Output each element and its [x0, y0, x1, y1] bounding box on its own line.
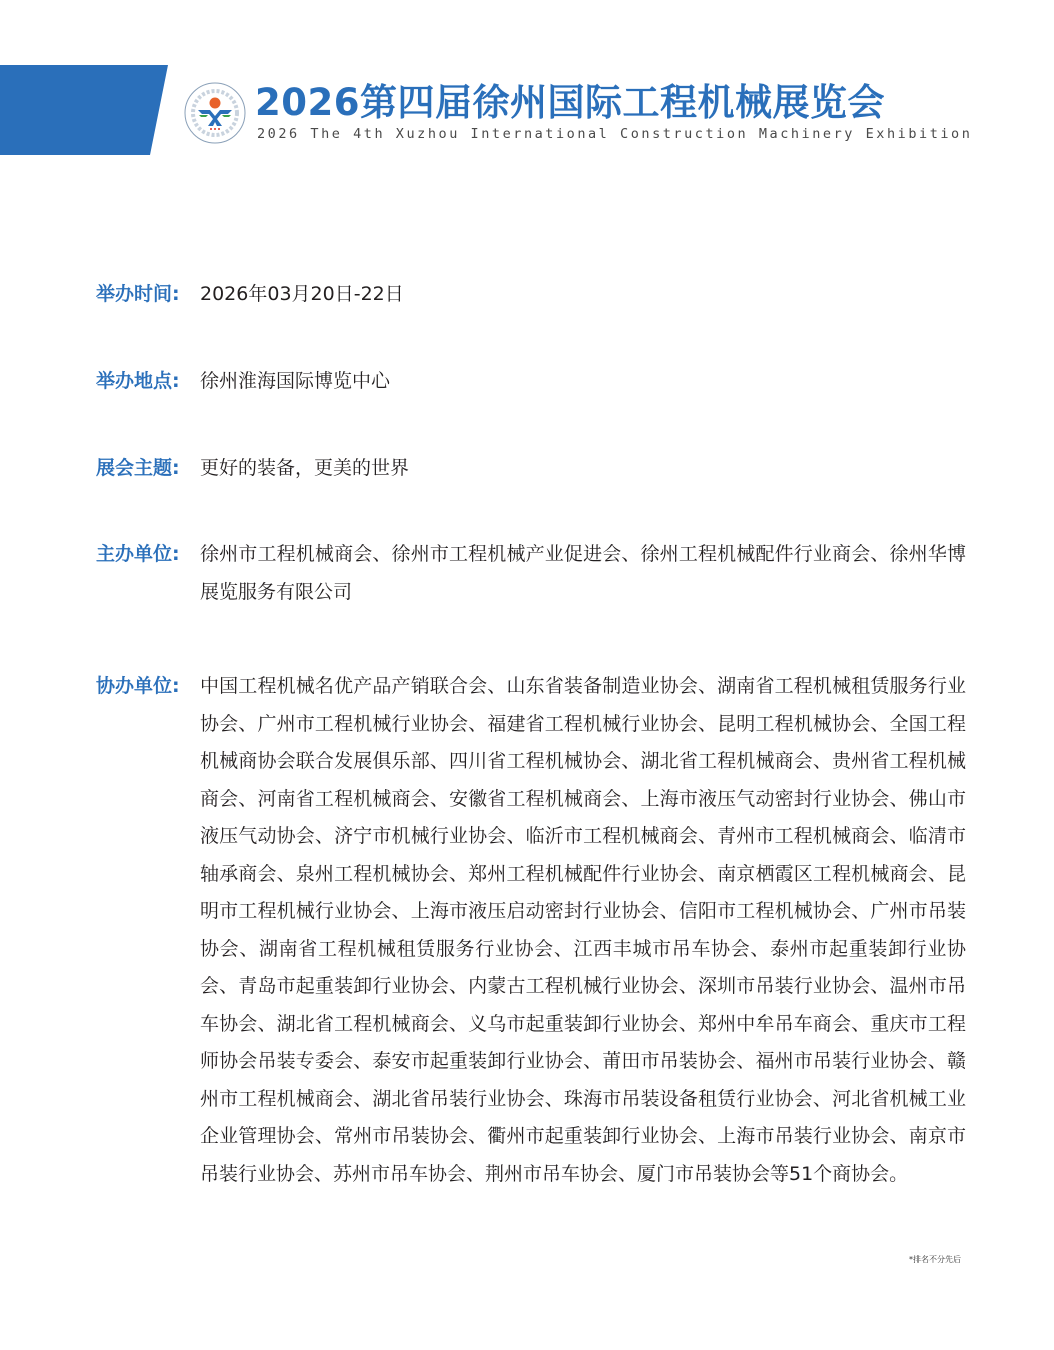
- exhibition-title-cn: 2026第四届徐州国际工程机械展览会: [255, 81, 885, 124]
- header-blue-band: [0, 65, 168, 155]
- field-label: 举办时间:: [96, 283, 180, 305]
- field-value: 中国工程机械名优产品产销联合会、山东省装备制造业协会、湖南省工程机械租赁服务行业协会、广州市工程机械行业协会、福建省工程机械行业协会、昆明工程机械协会、全国工程机械商协会联合发展俱乐部、四川省工程机械协会、湖北省工程机械商会、贵州省工程机械商会、河南省工程机械商会、安徽省工程机械商会、上海市液压气动密封行业协会、佛山市液压气动协会、济宁市机械行业协会、临沂市工程机械商会、青州市工程机械商会、临清市轴承商会、泉州工程机械协会、郑州工程机械配件行业协会、南京栖霞区工程机械商会、昆明市工程机械行业协会、上海市液压启动密封行业协会、信阳市工程机械协会、广州市吊装协会、湖南省工程机械租赁服务行业协会、江西丰城市吊车协会、泰州市起重装卸行业协会、青岛市起重装卸行业协会、内蒙古工程机械行业协会、深圳市吊装行业协会、温州市吊车协会、湖北省工程机械商会、义乌市起重装卸行业协会、郑州中牟吊车商会、重庆市工程师协会吊装专委会、泰安市起重装卸行业协会、莆田市吊装协会、福州市吊装行业协会、赣州市工程机械商会、湖北省吊装行业协会、珠海市吊装设备租赁行业协会、河北省机械工业企业管理协会、常州市吊装协会、衢州市起重装卸行业协会、上海市吊装行业协会、南京市吊装行业协会、苏州市吊车协会、荆州市吊车协会、厦门市吊装协会等51个商协会。: [200, 675, 966, 1185]
- exhibition-title-en: 2026 The 4th Xuzhou International Construction Machinery Exhibition: [257, 126, 973, 142]
- field-theme: [96, 450, 966, 488]
- field-value: 2026年03月20日-22日: [200, 283, 404, 305]
- field-label: 协办单位:: [96, 675, 180, 697]
- field-value: 更好的装备，更美的世界: [200, 457, 410, 479]
- field-label: 主办单位:: [96, 543, 180, 565]
- field-venue: [96, 363, 966, 401]
- field-label: 展会主题:: [96, 457, 180, 479]
- field-date: [96, 276, 966, 314]
- field-value: 徐州淮海国际博览中心: [200, 370, 391, 392]
- field-label: 举办地点:: [96, 370, 180, 392]
- field-co-organizers: [96, 668, 966, 1193]
- field-value: 徐州市工程机械商会、徐州市工程机械产业促进会、徐州工程机械配件行业商会、徐州华博展览服务有限公司: [200, 543, 966, 603]
- exhibition-logo-icon: [184, 82, 246, 144]
- ranking-footnote: *排名不分先后: [909, 1255, 961, 1264]
- field-organizers: [96, 536, 966, 611]
